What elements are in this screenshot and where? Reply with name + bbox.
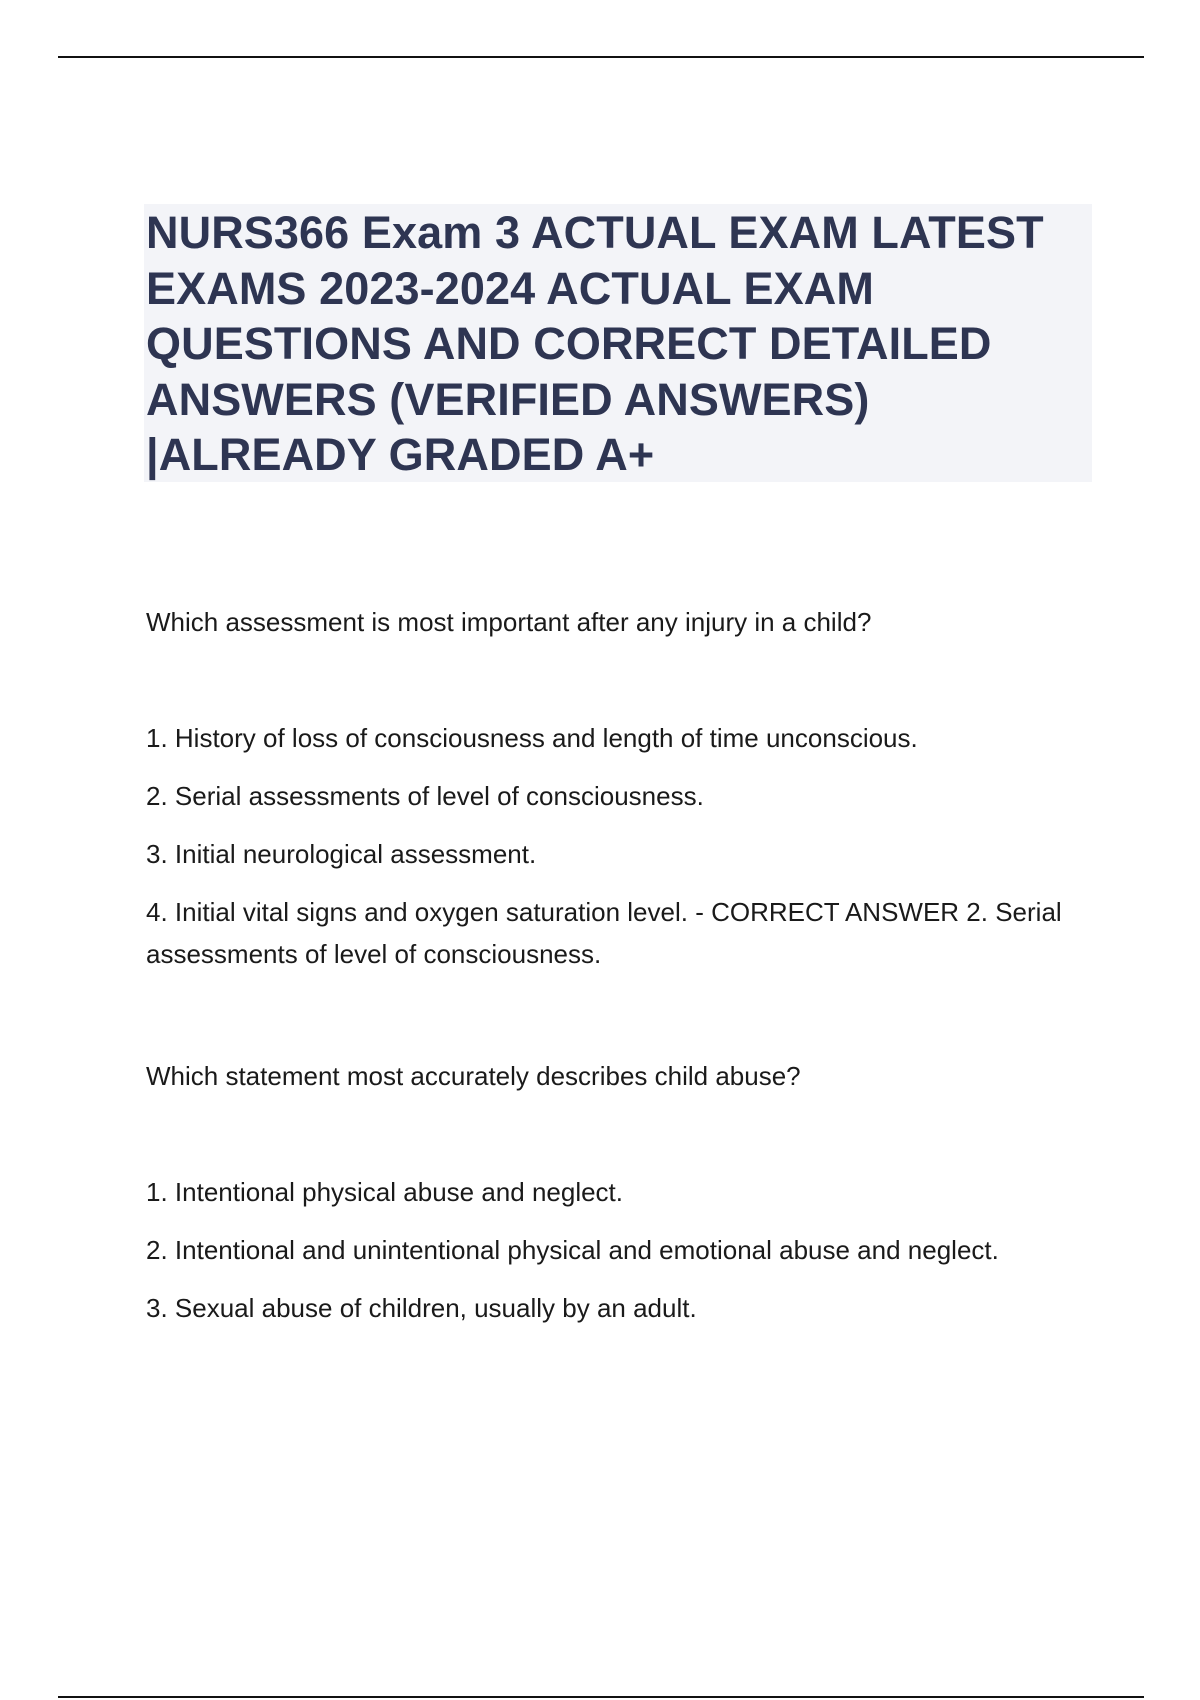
option-item: 2. Intentional and unintentional physical and emotional abuse and neglect. bbox=[146, 1235, 999, 1265]
document-title: NURS366 Exam 3 ACTUAL EXAM LATEST EXAMS 2023-2024 ACTUAL EXAM QUESTIONS AND CORRECT DETAILED ANSWERS (VERIFIED ANSWERS) |ALREADY GRADED A+ bbox=[146, 207, 1044, 480]
option-list bbox=[146, 717, 1096, 975]
question-text: Which statement most accurately describes child abuse? bbox=[146, 1061, 801, 1091]
question-block-1 bbox=[146, 601, 1096, 991]
option-item: 3. Initial neurological assessment. bbox=[146, 839, 537, 869]
top-rule bbox=[58, 56, 1144, 58]
option-item: 1. History of loss of consciousness and length of time unconscious. bbox=[146, 723, 918, 753]
option-item-with-answer: 4. Initial vital signs and oxygen saturation level. - CORRECT ANSWER 2. Serial assessments of level of consciousness. bbox=[146, 897, 1062, 969]
question-text: Which assessment is most important after any injury in a child? bbox=[146, 607, 872, 637]
option-item: 3. Sexual abuse of children, usually by an adult. bbox=[146, 1293, 697, 1323]
option-item: 1. Intentional physical abuse and neglect. bbox=[146, 1177, 624, 1207]
bottom-rule bbox=[58, 1696, 1144, 1698]
option-item: 2. Serial assessments of level of consciousness. bbox=[146, 781, 704, 811]
option-list bbox=[146, 1171, 1096, 1329]
question-block-2 bbox=[146, 1055, 1096, 1345]
